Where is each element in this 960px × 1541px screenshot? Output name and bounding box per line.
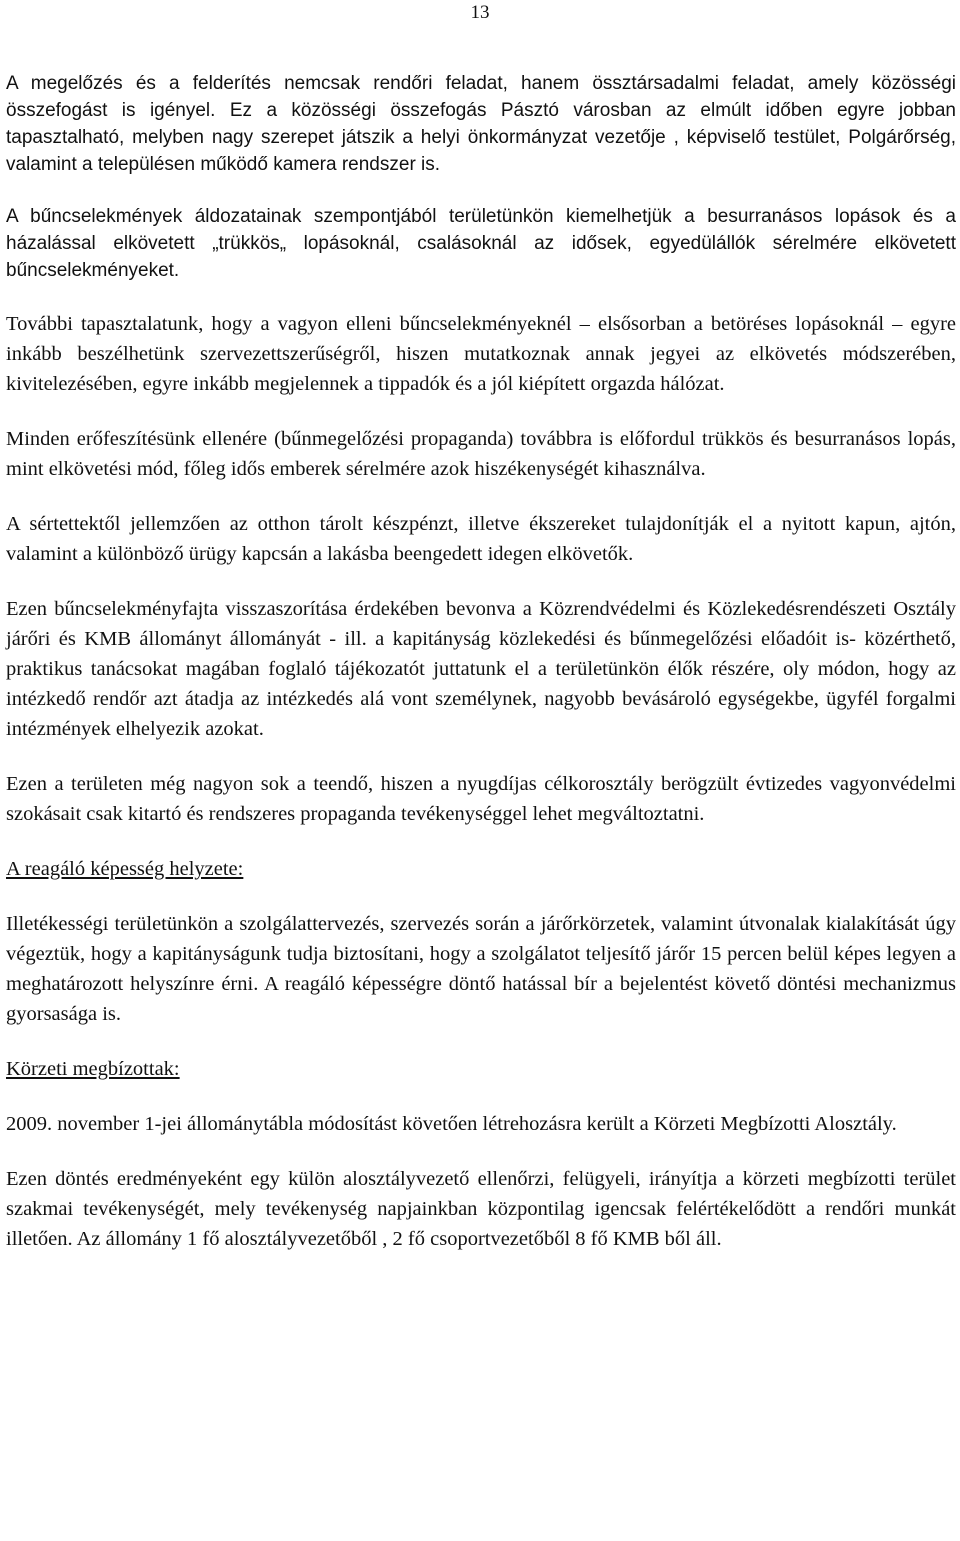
page-number: 13 (470, 2, 490, 23)
paragraph-pensioners: Ezen a területen még nagyon sok a teendő, hiszen a nyugdíjas célkorosztály berögzült évtizedes vagyonvédelmi szokásait csak kitartó és rendszeres propaganda tevékenységgel lehet megváltoztatni. (6, 773, 956, 825)
heading-reaction-capability: A reagáló képesség helyzete: (6, 858, 244, 880)
paragraph-trick-theft: Minden erőfeszítésünk ellenére (bűnmegelőzési propaganda) továbbra is előfordul trükkös és besurranásos lopás, mint elkövetési mód, főleg idős emberek sérelmére azok hiszékenységét kihasználva. (6, 428, 956, 480)
paragraph-countermeasures: Ezen bűncselekményfajta visszaszorítása érdekében bevonva a Közrendvédelmi és Közlekedésrendészeti Osztály járőri és KMB állományt állományát - ill. a kapitányság közlekedési és bűnmegelőzési előadóit is- közérthető, praktikus tanácsokat magában foglaló tájékozatót juttatunk el a területünkön élők részére, oly módon, hogy az intézkedő rendőr azt átadja az intézkedés alá vont személynek, nagyobb bevásároló egységekbe, ügyfél forgalmi intézmények elhelyezik azokat. (6, 598, 956, 740)
paragraph-district-officers-2: Ezen döntés eredményeként egy külön alosztályvezető ellenőrzi, felügyeli, irányítja a körzeti megbízotti terület szakmai tevékenységét, mely tevékenység napjainkban központilag igencsak felértékelődött a rendőri munkát illetően. Az állomány 1 fő alosztályvezetőből , 2 fő csoportvezetőből 8 fő KMB ből áll. (6, 1168, 956, 1250)
page-body (6, 70, 956, 1254)
paragraph-organized-crime: További tapasztalatunk, hogy a vagyon elleni bűncselekményeknél – elsősorban a betöréses lopásoknál – egyre inkább beszélhetünk szervezettszerűségről, hiszen mutatkoznak annak jegyei az elkövetés módszerében, kivitelezésében, egyre inkább megjelennek a tippadók és a jól kiépített orgazda hálózat. (6, 313, 956, 395)
paragraph-district-officers-1: 2009. november 1-jei állománytábla módosítást követően létrehozásra került a Körzeti Megbízotti Alosztály. (6, 1113, 897, 1135)
paragraph-victims: A bűncselekmények áldozatainak szempontjából területünkön kiemelhetjük a besurranásos lopások és a házalással elkövetett „trükkös„ lopásoknál, csalásoknál az idősek, egyedülállók sérelmére elkövetett bűncselekményeket. (6, 206, 956, 281)
heading-district-officers: Körzeti megbízottak: (6, 1058, 180, 1080)
paragraph-reaction-capability: Illetékességi területünkön a szolgálattervezés, szervezés során a járőrkörzetek, valamint útvonalak kialakítását úgy végeztük, hogy a kapitányságunk tudja biztosítani, hogy a szolgálatot teljesítő járőr 15 percen belül képes legyen a meghatározott helyszínre érni. A reagáló képességre döntő hatással bír a bejelentést követő döntési mechanizmus gyorsasága is. (6, 913, 956, 1025)
paragraph-prevention: A megelőzés és a felderítés nemcsak rendőri feladat, hanem össztársadalmi feladat, amely közösségi összefogást is igényel. Ez a közösségi összefogás Pásztó városban az elmúlt időben egyre jobban tapasztalható, melyben nagy szerepet játszik a helyi önkormányzat vezetője , képviselő testület, Polgárőrség, valamint a településen működő kamera rendszer is. (6, 73, 956, 175)
paragraph-stolen-items: A sértettektől jellemzően az otthon tárolt készpénzt, illetve ékszereket tulajdonítják el a nyitott kapun, ajtón, valamint a különböző ürügy kapcsán a lakásba beengedett idegen elkövetők. (6, 513, 956, 565)
